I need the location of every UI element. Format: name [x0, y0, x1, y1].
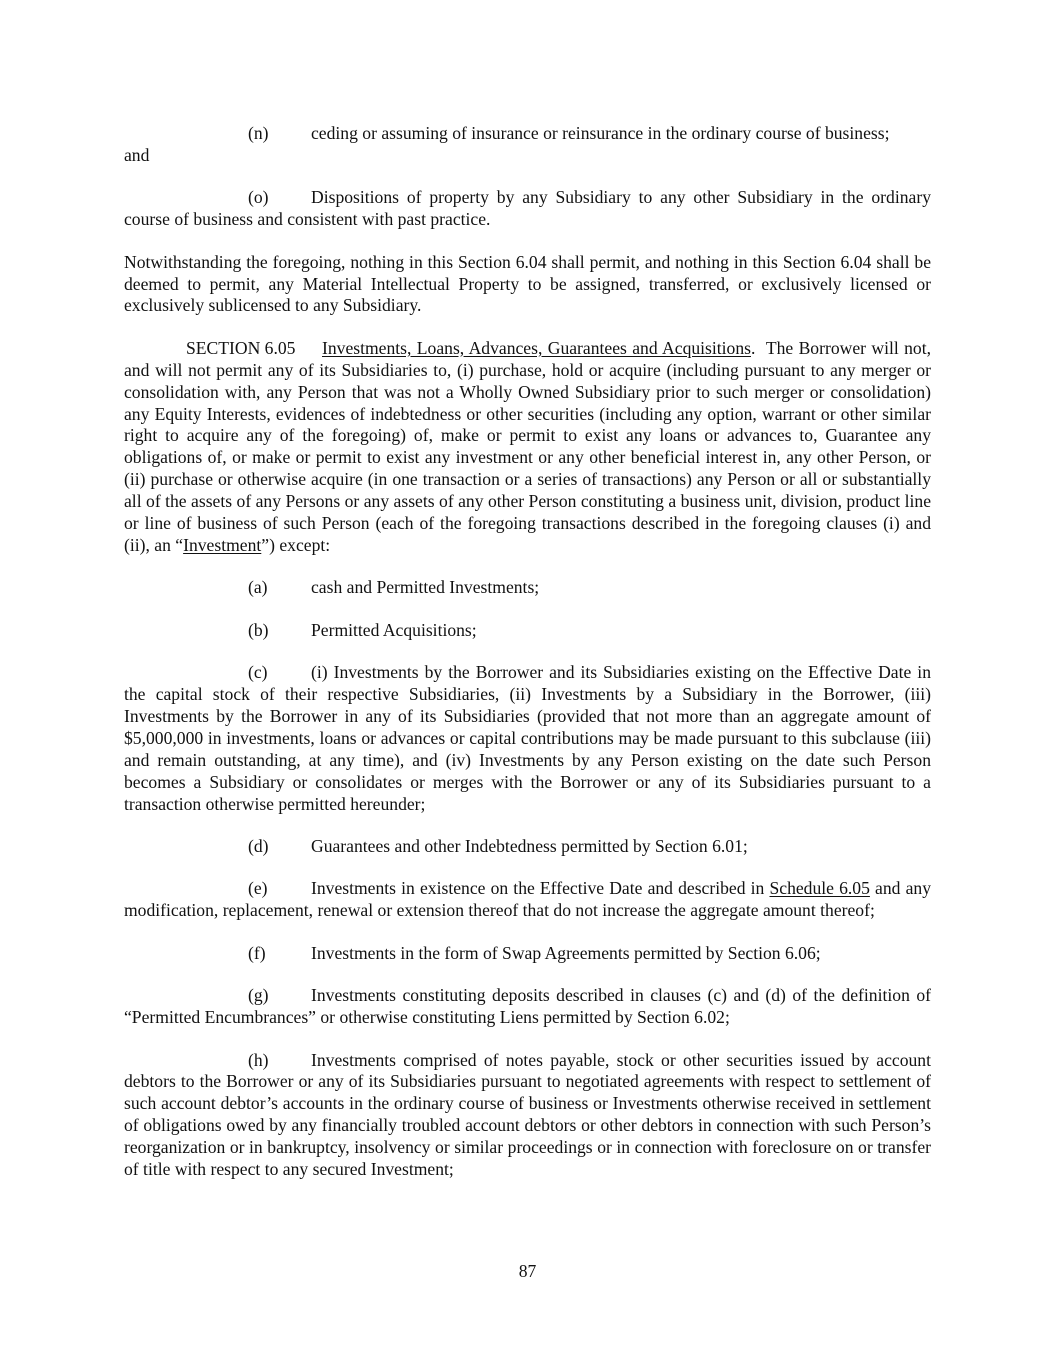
- clause-text: (i) Investments by the Borrower and its Subsidiaries existing on the Effective Date in the capital stock of their respective Subsidiaries, (ii) Investments by a Subsidiary in the Borrower, (iii) Investments by the Borrower in any of its Subsidiaries (provided that not more than an aggregate amount of $5,000,000 in investments, loans or advances or capital contributions may be made pursuant to this subclause (iii) and remain outstanding, at any time), and (iv) Investments by any Person existing on the date such Person becomes a Subsidiary or consolidates or merges with the Borrower or any of its Subsidiaries pursuant to a transaction otherwise permitted hereunder;: [124, 662, 931, 814]
- clause-text: cash and Permitted Investments;: [311, 577, 540, 598]
- notwithstanding-paragraph: Notwithstanding the foregoing, nothing in this Section 6.04 shall permit, and nothing in this Section 6.04 shall be deemed to permit, any Material Intellectual Property to be assigned, transferred, or exclusively licensed or exclusively sublicensed to any Subsidiary.: [124, 251, 931, 316]
- clause-h: [124, 1050, 931, 1181]
- clause-label: (b): [248, 619, 269, 640]
- page-number: 87: [518, 1261, 537, 1281]
- section-6-05: [124, 337, 936, 557]
- clause-label: (a): [248, 577, 268, 598]
- clause-text: Dispositions of property by any Subsidiary to any other Subsidiary in the ordinary course of business and consistent with past practice.: [124, 187, 931, 230]
- clause-n-continuation: and: [124, 144, 150, 165]
- clause-label: (h): [248, 1049, 269, 1070]
- section-number: SECTION 6.05: [186, 337, 296, 358]
- section-body: The Borrower will not, and will not permit any of its Subsidiaries to, (i) purchase, hold or acquire (including pursuant to any merger or consolidation with, any Person that was not a Wholly Owned Subsidiary prior to such merger or consolidation) any Equity Interests, evidences of indebtedness or other securities (including any option, warrant or other similar right to acquire any of the foregoing) of, make or permit to exist any loans or advances to, Guarantee any obligations of, or make or permit to exist any investment or any other beneficial interest in, any other Person, or (ii) purchase or otherwise acquire (in one transaction or a series of transactions) any Person or all or substantially all of the assets of any Persons or any assets of any other Person constituting a business unit, division, product line or line of business of such Person (each of the foregoing transactions described in the foregoing clauses (i) and (ii), an “: [124, 337, 936, 555]
- clause-b: [124, 620, 931, 642]
- clause-c: [124, 662, 931, 815]
- clause-label: (e): [248, 878, 268, 899]
- clause-text: Investments in the form of Swap Agreements permitted by Section 6.06;: [311, 942, 821, 963]
- clause-label: (c): [248, 662, 268, 683]
- clause-a: [124, 577, 931, 599]
- clause-label: (g): [248, 985, 269, 1006]
- clause-text-end: and any modification, replacement, renewal or extension thereof that do not increase the aggregate amount thereof;: [124, 878, 936, 921]
- clause-o: [124, 187, 931, 231]
- clause-f: [124, 943, 931, 965]
- clause-label: (n): [248, 123, 269, 143]
- clause-label: (f): [248, 942, 266, 963]
- schedule-6-05-reference: Schedule 6.05: [769, 878, 870, 899]
- clause-d: [124, 836, 931, 858]
- clause-text: Investments constituting deposits described in clauses (c) and (d) of the definition of “Permitted Encumbrances” or otherwise constituting Liens permitted by Section 6.02;: [124, 985, 931, 1028]
- defined-term-investment: Investment: [183, 535, 262, 555]
- clause-label: (d): [248, 836, 269, 857]
- clause-g: [124, 985, 931, 1029]
- clause-n: [124, 123, 931, 145]
- clause-text: Guarantees and other Indebtedness permitted by Section 6.01;: [311, 836, 748, 857]
- section-title: Investments, Loans, Advances, Guarantees and Acquisitions: [322, 337, 751, 358]
- clause-text: Investments comprised of notes payable, stock or other securities issued by account debtors to the Borrower or any of its Subsidiaries pursuant to negotiated agreements with respect to settlement of such account debtor’s accounts in the ordinary course of business or Investments otherwise received in settlement of obligations owed by any financially troubled account debtors or other debtors in connection with such Person’s reorganization or in bankruptcy, insolvency or similar proceedings or in connection with foreclosure on or transfer of title with respect to any secured Investment;: [124, 1049, 931, 1180]
- clause-text: Investments in existence on the Effective Date and described in: [311, 878, 770, 899]
- clause-e: [124, 878, 936, 922]
- clause-text: ceding or assuming of insurance or reinsurance in the ordinary course of business;: [311, 123, 890, 143]
- clause-label: (o): [248, 187, 269, 208]
- document-page: [124, 123, 936, 1181]
- clause-text: Permitted Acquisitions;: [311, 619, 477, 640]
- section-body-end: ”) except:: [261, 535, 331, 555]
- section-title-period: .: [751, 337, 756, 358]
